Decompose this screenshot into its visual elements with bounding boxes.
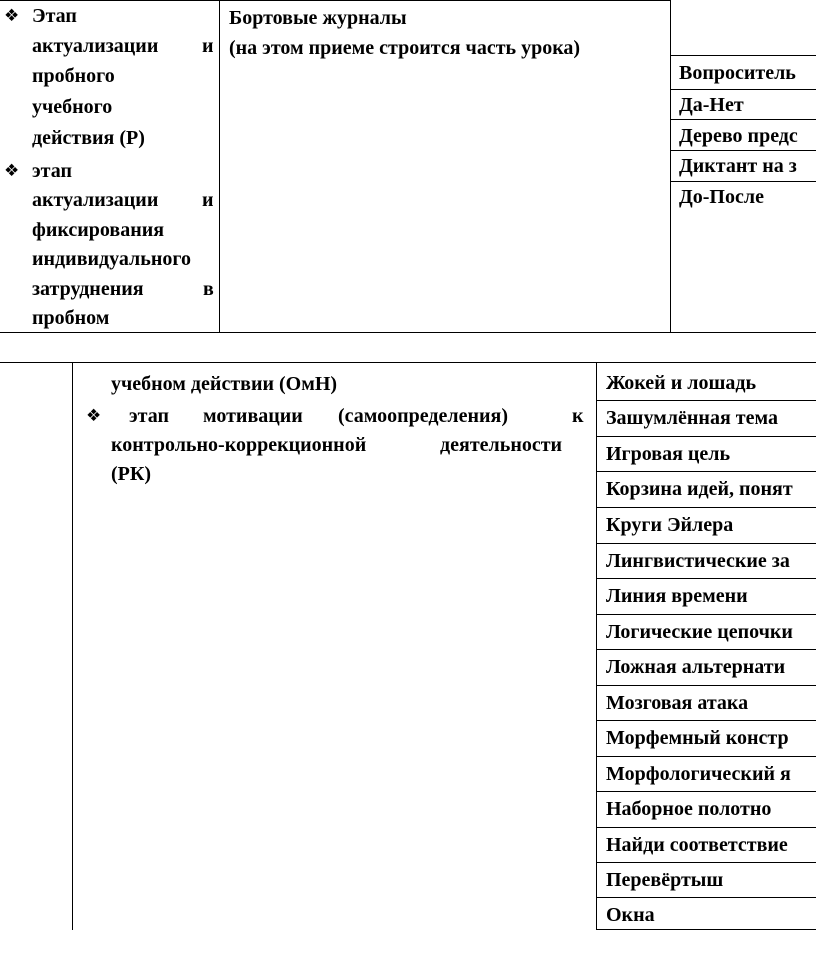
technique-list-item: Дерево предс (679, 125, 798, 147)
stage-text: этап (129, 405, 169, 427)
technique-title: Бортовые журналы (229, 7, 407, 29)
technique-list-item: Игровая цель (606, 443, 731, 465)
bullet-icon: ❖ (86, 406, 102, 426)
technique-list-item: Корзина идей, понят (606, 478, 793, 500)
table-border (72, 362, 73, 930)
technique-list-item: Логические цепочки (606, 621, 793, 643)
stage-text: пробного (32, 65, 115, 87)
technique-list-item: Да-Нет (679, 94, 744, 116)
stage-text: пробном (32, 307, 110, 329)
technique-list-item: Найди соответствие (606, 834, 788, 856)
stage-text: и (202, 189, 214, 211)
table-border (219, 0, 220, 333)
stage-text: этап (32, 160, 72, 182)
table-border (0, 362, 816, 363)
technique-list-item: Круги Эйлера (606, 514, 734, 536)
technique-list-item: Лингвистические за (606, 550, 790, 572)
technique-list-item: Наборное полотно (606, 798, 772, 820)
technique-list-item: Морфологический я (606, 763, 791, 785)
bullet-icon: ❖ (4, 161, 20, 181)
stage-text: актуализации (32, 189, 159, 211)
stage-text: актуализации (32, 35, 159, 57)
technique-list-item: До-После (679, 186, 764, 208)
stage-text: контрольно-коррекционной (111, 434, 367, 456)
stage-text: Этап (32, 5, 77, 27)
stage-text: действия (Р) (32, 127, 145, 149)
stage-text: (РК) (111, 463, 152, 485)
table-border (0, 332, 816, 333)
technique-list-item: Мозговая атака (606, 692, 749, 714)
table-border (670, 0, 671, 333)
bullet-icon: ❖ (4, 6, 20, 26)
stage-text: учебном действии (ОмН) (111, 373, 338, 395)
stage-text: и (202, 35, 214, 57)
technique-list-item: Линия времени (606, 585, 748, 607)
stage-text: учебного (32, 96, 113, 118)
table-border (596, 362, 597, 930)
stage-text: к (572, 405, 584, 427)
stage-text: в (203, 278, 214, 300)
stage-text: затруднения (32, 278, 144, 300)
stage-text: мотивации (203, 405, 303, 427)
stage-text: (самоопределения) (338, 405, 509, 427)
technique-list-item: Ложная альтернати (606, 656, 786, 678)
stage-text: фиксирования (32, 219, 165, 241)
stage-text: индивидуального (32, 248, 191, 270)
technique-list-item: Перевёртыш (606, 869, 724, 891)
technique-list-item: Морфемный констр (606, 727, 789, 749)
technique-list-item: Вопроситель (679, 62, 796, 84)
technique-list-item: Окна (606, 904, 655, 926)
technique-list-item: Зашумлённая тема (606, 407, 778, 429)
technique-subtitle: (на этом приеме строится часть урока) (229, 37, 581, 59)
table-border (0, 0, 671, 1)
table-border (671, 55, 816, 56)
stage-text: деятельности (440, 434, 563, 456)
technique-list-item: Диктант на з (679, 155, 797, 177)
technique-list-item: Жокей и лошадь (606, 372, 757, 394)
